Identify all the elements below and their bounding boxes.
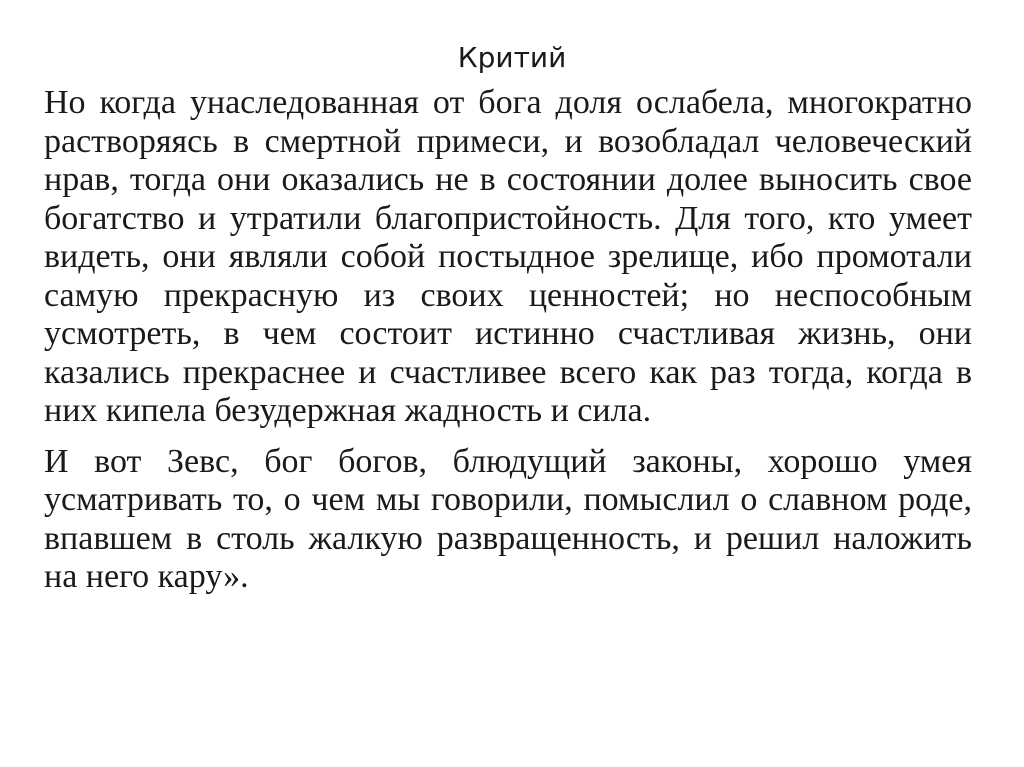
slide-body	[44, 84, 972, 597]
body-paragraph-1: Но когда унаследованная от бога доля ослабела, многократно растворяясь в смертной примеси, и возобладал человеческий нрав, тогда они оказались не в состоянии долее выносить свое богатство и утратили благопристойность. Для того, кто умеет видеть, они являли собой постыдное зрелище, ибо промотали самую прекрасную из своих ценностей; но неспособным усмотреть, в чем состоит истинно счастливая жизнь, они казались прекраснее и счастливее всего как раз тогда, когда в них кипела безудержная жадность и сила.	[44, 84, 972, 429]
slide-title: Критий	[457, 41, 567, 74]
body-paragraph-2: И вот Зевс, бог богов, блюдущий законы, хорошо умея усматривать то, о чем мы говорили, помыслил о славном роде, впавшем в столь жалкую развращенность, и решил наложить на него кару».	[44, 442, 972, 595]
